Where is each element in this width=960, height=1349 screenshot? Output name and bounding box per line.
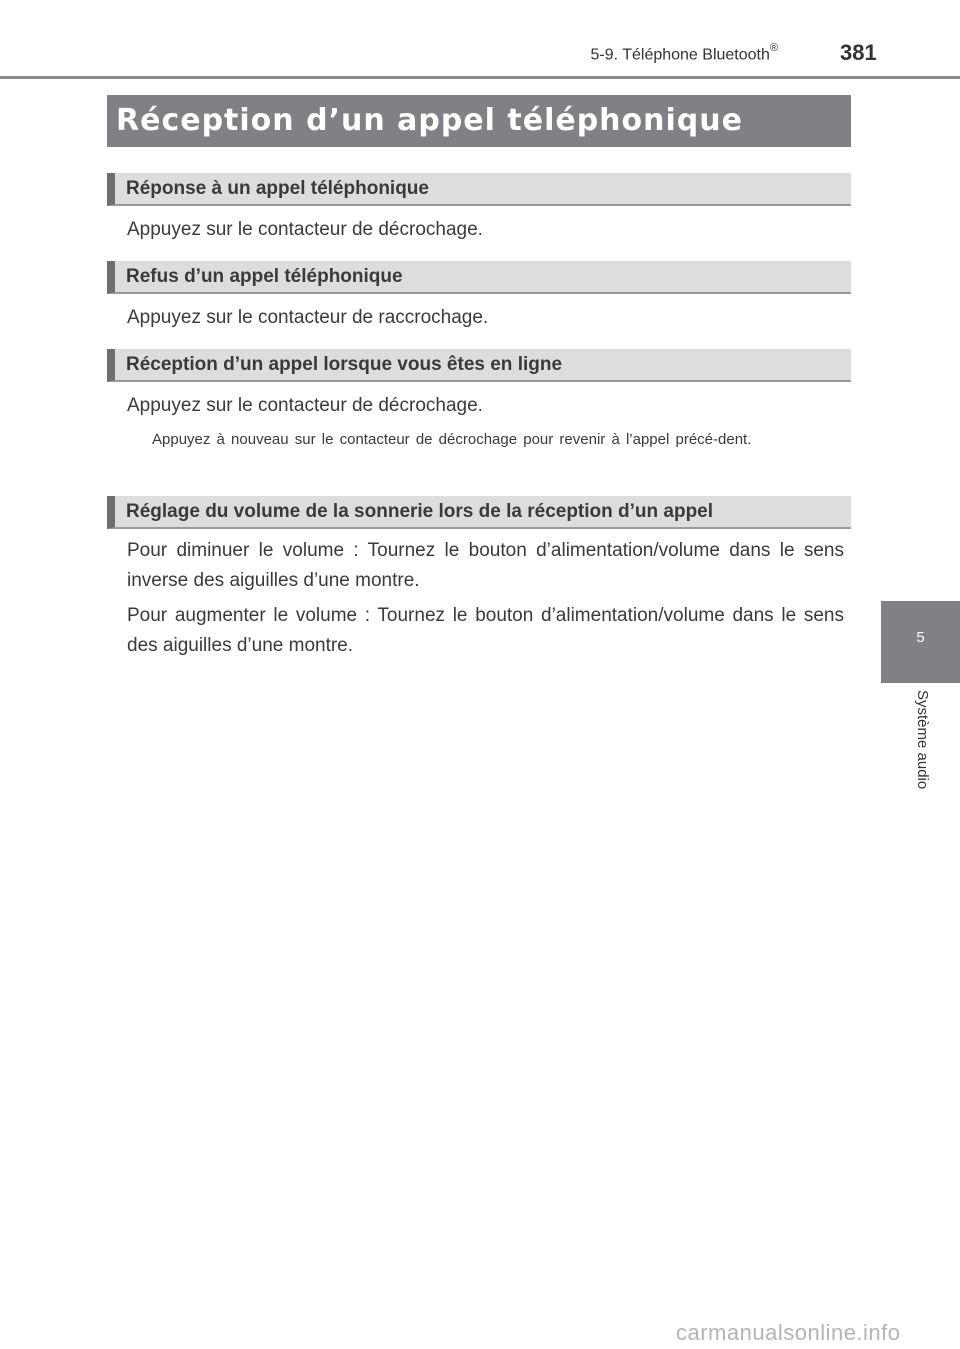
- page-number: 381: [840, 40, 877, 65]
- running-head-text: 5-9. Téléphone Bluetooth: [590, 46, 770, 64]
- section-note: Appuyez à nouveau sur le contacteur de décrochage pour revenir à l’appel précé-dent.: [152, 431, 752, 448]
- section-reject-call: [107, 261, 851, 333]
- section-heading: Refus d’un appel téléphonique: [107, 261, 851, 294]
- section-paragraph-increase: Pour augmenter le volume : Tournez le bouton d’alimentation/volume dans le sens des aiguilles d’une montre.: [127, 605, 844, 656]
- chapter-tab: [881, 601, 960, 683]
- running-head: [590, 44, 778, 64]
- section-answer-call: [107, 173, 851, 245]
- watermark: carmanualsonline.info: [676, 1320, 901, 1345]
- page-title: Réception d’un appel téléphonique: [116, 103, 743, 138]
- section-heading: Réception d’un appel lorsque vous êtes en ligne: [107, 349, 851, 382]
- section-heading: Réglage du volume de la sonnerie lors de la réception d’un appel: [107, 496, 851, 529]
- section-paragraph-decrease: Pour diminuer le volume : Tournez le bouton d’alimentation/volume dans le sens inverse des aiguilles d’une montre.: [127, 540, 844, 591]
- section-body: Appuyez sur le contacteur de décrochage.: [127, 395, 483, 416]
- section-call-waiting: [107, 349, 851, 453]
- page-title-bar: [107, 95, 851, 147]
- section-ringtone-volume: [107, 496, 851, 661]
- section-body: Appuyez sur le contacteur de raccrochage.: [127, 307, 489, 328]
- chapter-label: Système audio: [914, 690, 931, 790]
- registered-mark: ®: [769, 42, 778, 54]
- chapter-number: 5: [916, 629, 925, 646]
- section-heading: Réponse à un appel téléphonique: [107, 173, 851, 206]
- section-body: Appuyez sur le contacteur de décrochage.: [127, 219, 483, 240]
- header-rule: [0, 76, 960, 79]
